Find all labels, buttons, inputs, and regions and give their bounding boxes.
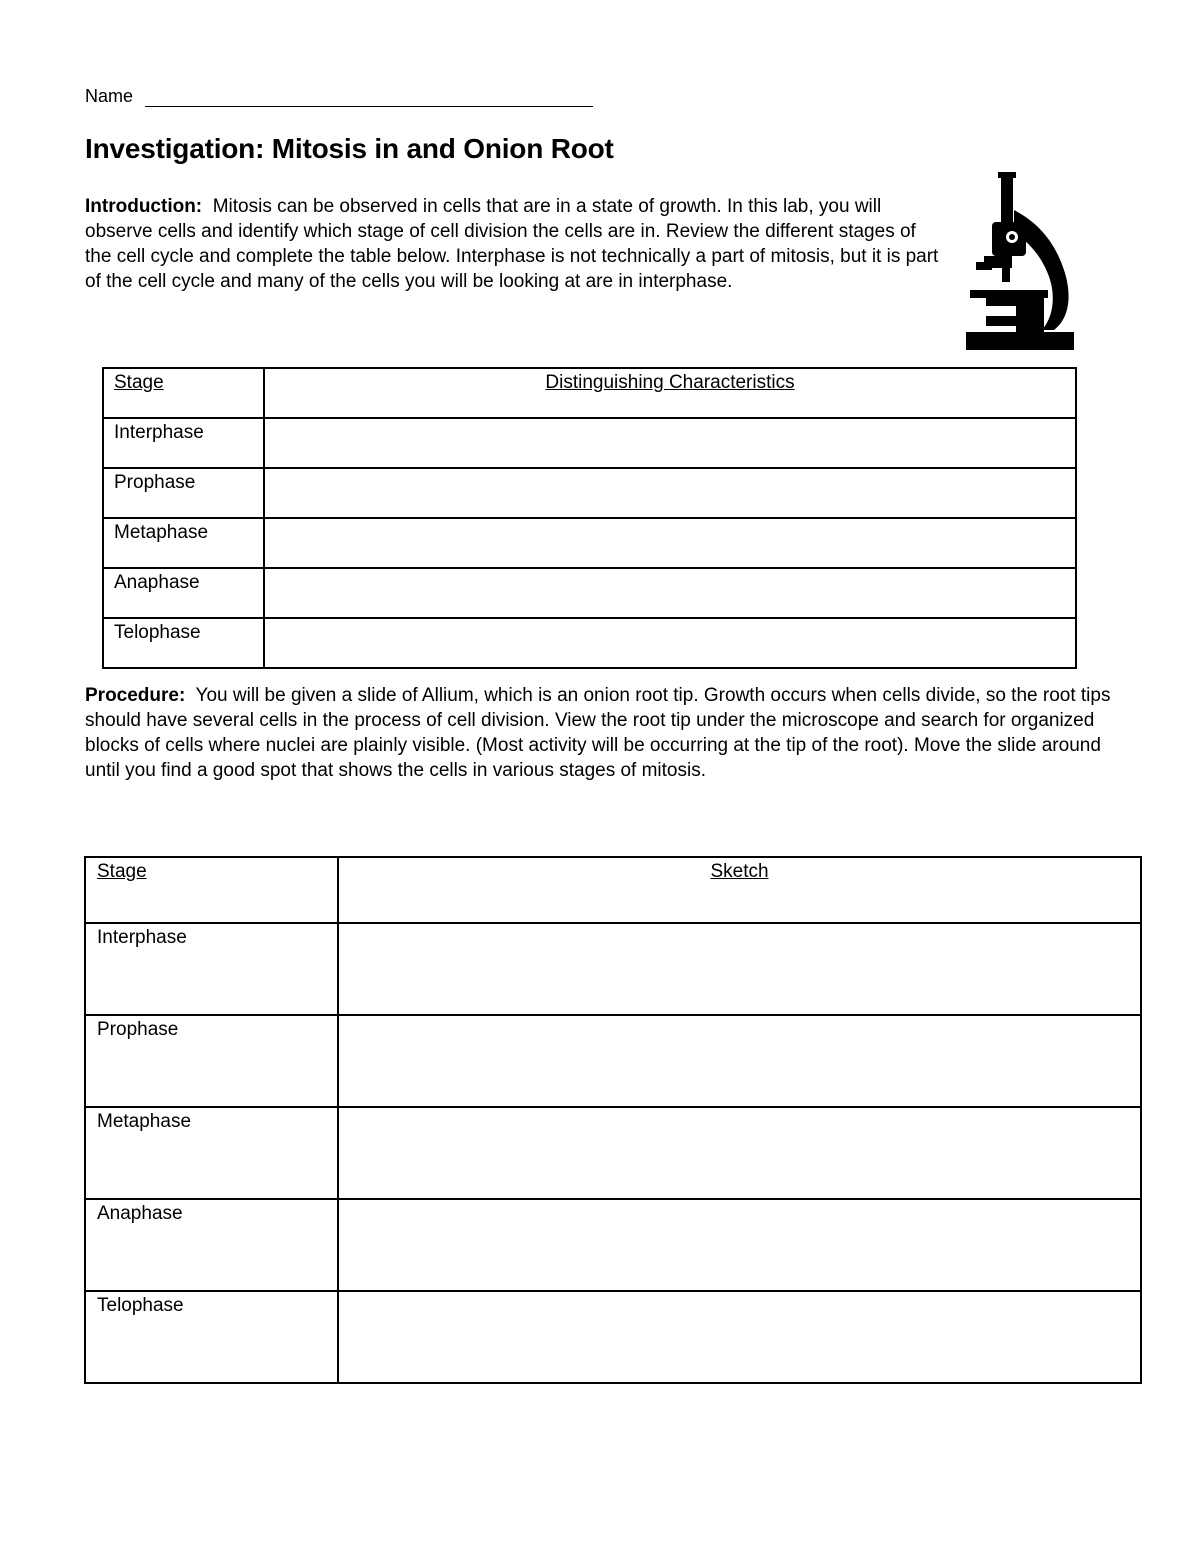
table-header-row <box>103 368 1076 418</box>
characteristics-input-cell[interactable] <box>264 618 1076 668</box>
table-row <box>85 1015 1141 1107</box>
sketch-area[interactable] <box>338 1015 1141 1107</box>
stage-cell: Interphase <box>103 418 264 468</box>
sketch-area[interactable] <box>338 1291 1141 1383</box>
table-header-cell <box>85 857 338 923</box>
table-header-row <box>85 857 1141 923</box>
table-row <box>103 418 1076 468</box>
introduction-paragraph <box>85 194 945 294</box>
stage-cell: Metaphase <box>85 1107 338 1199</box>
stage-cell: Anaphase <box>103 568 264 618</box>
characteristics-input-cell[interactable] <box>264 568 1076 618</box>
characteristics-table <box>102 367 1077 669</box>
header-sketch: Sketch <box>710 861 769 882</box>
stage-cell: Interphase <box>85 923 338 1015</box>
characteristics-input-cell[interactable] <box>264 468 1076 518</box>
stage-cell: Metaphase <box>103 518 264 568</box>
table-row <box>85 1199 1141 1291</box>
table-row <box>103 518 1076 568</box>
name-blank-line[interactable] <box>145 87 593 107</box>
header-stage: Stage <box>114 372 164 393</box>
table-header-cell <box>103 368 264 418</box>
procedure-text: You will be given a slide of Allium, which is an onion root tip. Growth occurs when cells divide, so the root tips should have several cells in the process of cell division. View the root tip under the microscope and search for organized blocks of cells where nuclei are plainly visible. (Most activity will be occurring at the tip of the root). Move the slide around until you find a good spot that shows the cells in various stages of mitosis. <box>85 685 1111 781</box>
introduction-label: Introduction: <box>85 196 203 217</box>
table-row <box>85 1291 1141 1383</box>
stage-cell: Anaphase <box>85 1199 338 1291</box>
microscope-icon <box>962 170 1078 352</box>
sketch-area[interactable] <box>338 1107 1141 1199</box>
sketch-area[interactable] <box>338 923 1141 1015</box>
stage-cell: Telophase <box>103 618 264 668</box>
sketch-area[interactable] <box>338 1199 1141 1291</box>
table-row <box>103 618 1076 668</box>
introduction-text: Mitosis can be observed in cells that are in a state of growth. In this lab, you will observe cells and identify which stage of cell division the cells are in. Review the different stages of the cell cycle and complete the table below. Interphase is not technically a part of mitosis, but it is part of the cell cycle and many of the cells you will be looking at are in interphase. <box>85 196 939 292</box>
table-row <box>103 468 1076 518</box>
characteristics-input-cell[interactable] <box>264 518 1076 568</box>
procedure-paragraph <box>85 683 1125 783</box>
header-distinguishing-characteristics: Distinguishing Characteristics <box>545 372 795 393</box>
table-row <box>103 568 1076 618</box>
table-header-cell <box>264 368 1076 418</box>
table-row <box>85 923 1141 1015</box>
name-field-row <box>85 86 593 107</box>
table-row <box>85 1107 1141 1199</box>
stage-cell: Telophase <box>85 1291 338 1383</box>
sketch-table <box>84 856 1142 1384</box>
procedure-label: Procedure: <box>85 685 186 706</box>
stage-cell: Prophase <box>85 1015 338 1107</box>
page-title: Investigation: Mitosis in and Onion Root <box>85 133 614 164</box>
table-header-cell <box>338 857 1141 923</box>
header-stage: Stage <box>97 861 147 882</box>
characteristics-input-cell[interactable] <box>264 418 1076 468</box>
stage-cell: Prophase <box>103 468 264 518</box>
name-label: Name <box>85 86 134 106</box>
